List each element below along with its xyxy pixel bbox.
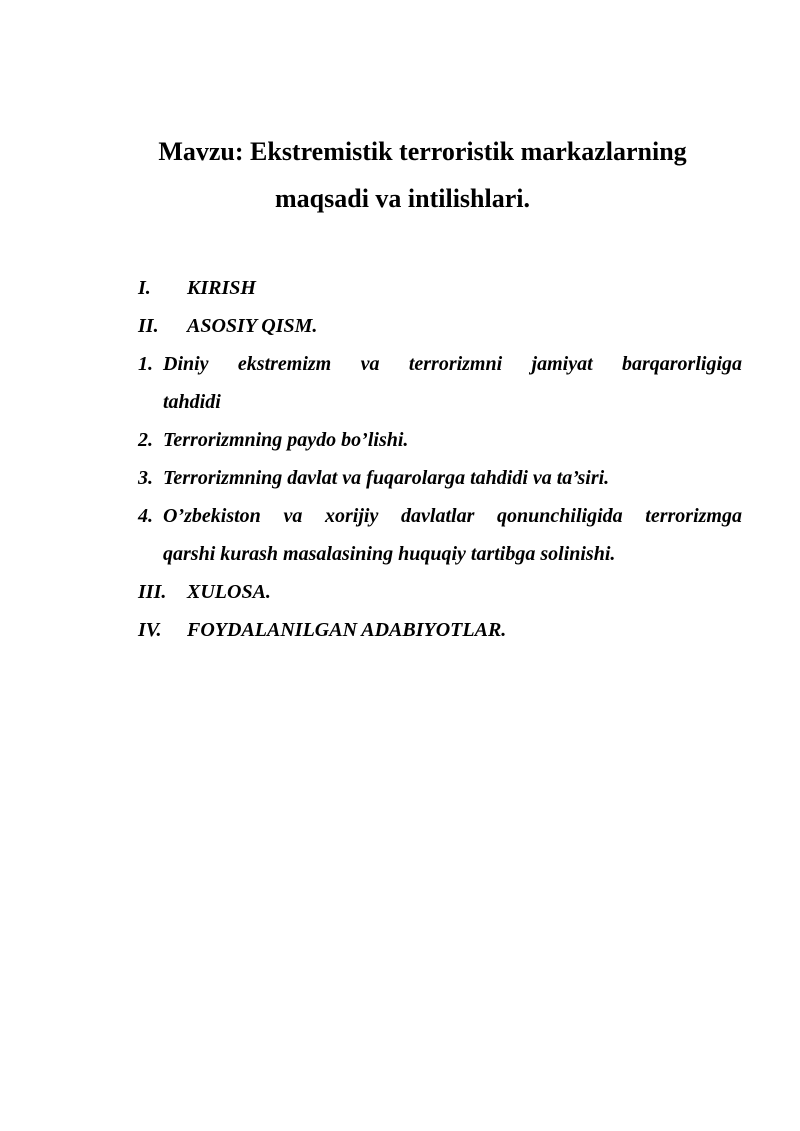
toc-text [163,352,742,414]
toc-item-xulosa [138,580,742,618]
toc-number: I. [138,277,151,299]
toc-text [163,504,742,566]
toc-number: III. [138,581,167,603]
toc-item-4 [138,504,742,580]
document-title-line-2: maqsadi va intilishlari. [275,184,530,213]
toc-text: KIRISH [187,277,256,299]
toc-number: 4. [138,505,153,527]
table-of-contents [138,276,742,656]
toc-item-kirish [138,276,742,314]
toc-number: 3. [138,467,153,489]
toc-text: Terrorizmning paydo bo’lishi. [163,429,409,451]
toc-text-line-2: qarshi kurash masalasining huquqiy tartibga solinishi. [163,543,616,565]
document-title-line-1: Mavzu: Ekstremistik terroristik markazlarning [158,137,687,166]
toc-number: 1. [138,353,153,375]
toc-item-asosiy-qism [138,314,742,352]
toc-text-line-1: O’zbekiston va xorijiy davlatlar qonunchiligida terrorizmga [163,505,742,527]
toc-text-line-2: tahdidi [163,391,221,413]
toc-text-line-1: Diniy ekstremizm va terrorizmni jamiyat barqarorligiga [163,353,742,375]
toc-item-foydalanilgan-adabiyotlar [138,618,742,656]
toc-text: ASOSIY QISM. [187,315,318,337]
toc-text: Terrorizmning davlat va fuqarolarga tahdidi va ta’siri. [163,467,610,489]
toc-item-3 [138,466,742,504]
toc-item-1 [138,352,742,428]
toc-text: XULOSA. [187,581,271,603]
toc-number: II. [138,315,159,337]
toc-number: 2. [138,429,153,451]
toc-text: FOYDALANILGAN ADABIYOTLAR. [187,619,507,641]
toc-item-2 [138,428,742,466]
toc-number: IV. [138,619,162,641]
